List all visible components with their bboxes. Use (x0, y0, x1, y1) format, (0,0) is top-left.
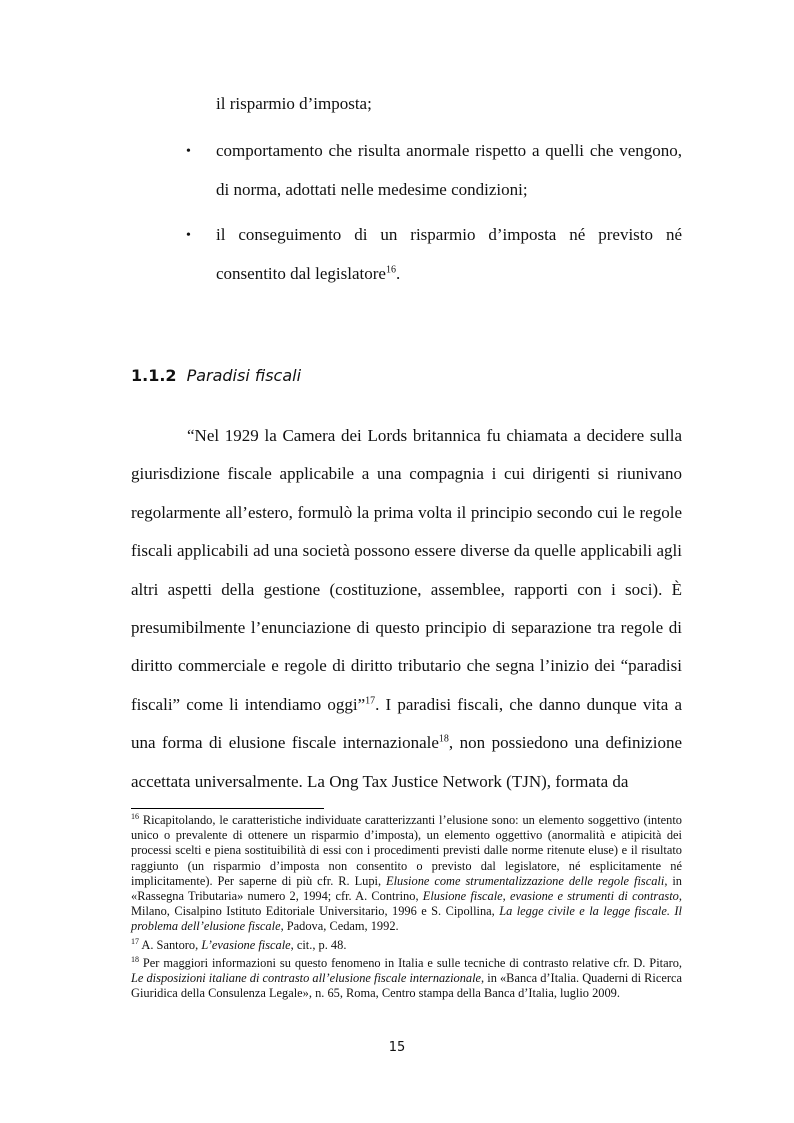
bullet-icon: • (186, 144, 191, 159)
footnote-ref-17[interactable]: 17 (365, 695, 376, 707)
footnote-16: $^{16}$ Ricapitolando, le caratteristiche individuate caratterizzanti l’elusione sono: un elemento soggettivo (intento unico o prevalente di ottenere un risparmio d’imposta), un elemento oggettivo (anormalità e atipicità dei processi scelti e piena sostituibilità di essi con i procedimenti previsti dalle norme ritenute eluse) e il risultato raggiunto (un risparmio d’imposta non consentito o previsto dal legislatore, né esplicitamente né implicitamente). Per saperne di più cfr. R. Lupi, Elusione come strumentalizzazione delle regole fiscali, in «Rassegna Tributaria» numero 2, 1994; cfr. A. Contrino, Elusione fiscale, evasione e strumenti di contrasto, Milano, Cisalpino Istituto Editoriale Universitario, 1996 e S. Cipollina, La legge civile e la legge fiscale. Il problema dell’elusione fiscale, Padova, Cedam, 1992. (131, 811, 683, 934)
footnote-ref-16[interactable]: 16 (385, 263, 396, 275)
footnotes (131, 813, 682, 1004)
section-title: Paradisi fiscali (186, 366, 302, 385)
footnote-18: $^{18}$ Per maggiori informazioni su questo fenomeno in Italia e sulle tecniche di contrasto relative cfr. D. Pitaro, Le disposizioni italiane di contrasto all’elusione fiscale internazionale, in «Banca d’Italia. Quaderni di Ricerca Giuridica della Consulenza Legale», n. 65, Roma, Centro stampa della Banca d’Italia, luglio 2009. (131, 954, 682, 1001)
page-number: 15 (388, 1040, 406, 1055)
footnote-ref-18[interactable]: 18 (438, 733, 449, 745)
bullet-icon: • (186, 228, 191, 243)
bullet-continuation-line: il risparmio d’imposta; (216, 94, 372, 113)
body-paragraph: “Nel 1929 la Camera dei Lords britannica fu chiamata a decidere sulla giurisdizione fiscale applicabile a una compagnia i cui dirigenti si riunivano regolarmente all’estero, formulò la prima volta il principio secondo cui le regole fiscali applicabili ad una società possono essere diverse da quelle applicabili agli altri aspetti della gestione (costituzione, assemblee, rapporti con i soci). È presumibilmente l’enunciazione di questo principio di separazione tra regole di diritto commerciale e regole di diritto tributario che segna l’inizio dei “paradisi fiscali” come li intendiamo oggi”$^{17}$. I paradisi fiscali, che danno dunque vita a una forma di elusione fiscale internazionale$^{18}$, non possiedono una definizione accettata universalmente. La Ong Tax Justice Network (TJN), formata da (131, 426, 682, 791)
bullet-text: comportamento che risulta anormale rispetto a quelli che vengono, di norma, adottati nelle medesime condizioni; (216, 141, 682, 199)
section-heading (131, 366, 301, 385)
bullet-text: il conseguimento di un risparmio d’imposta né previsto né consentito dal legislatore$^{16}$. (216, 225, 682, 283)
footnote-17: $^{17}$ A. Santoro, L’evasione fiscale, cit., p. 48. (131, 936, 347, 952)
footnote-separator (131, 808, 324, 809)
section-number: 1.1.2 (131, 366, 177, 385)
